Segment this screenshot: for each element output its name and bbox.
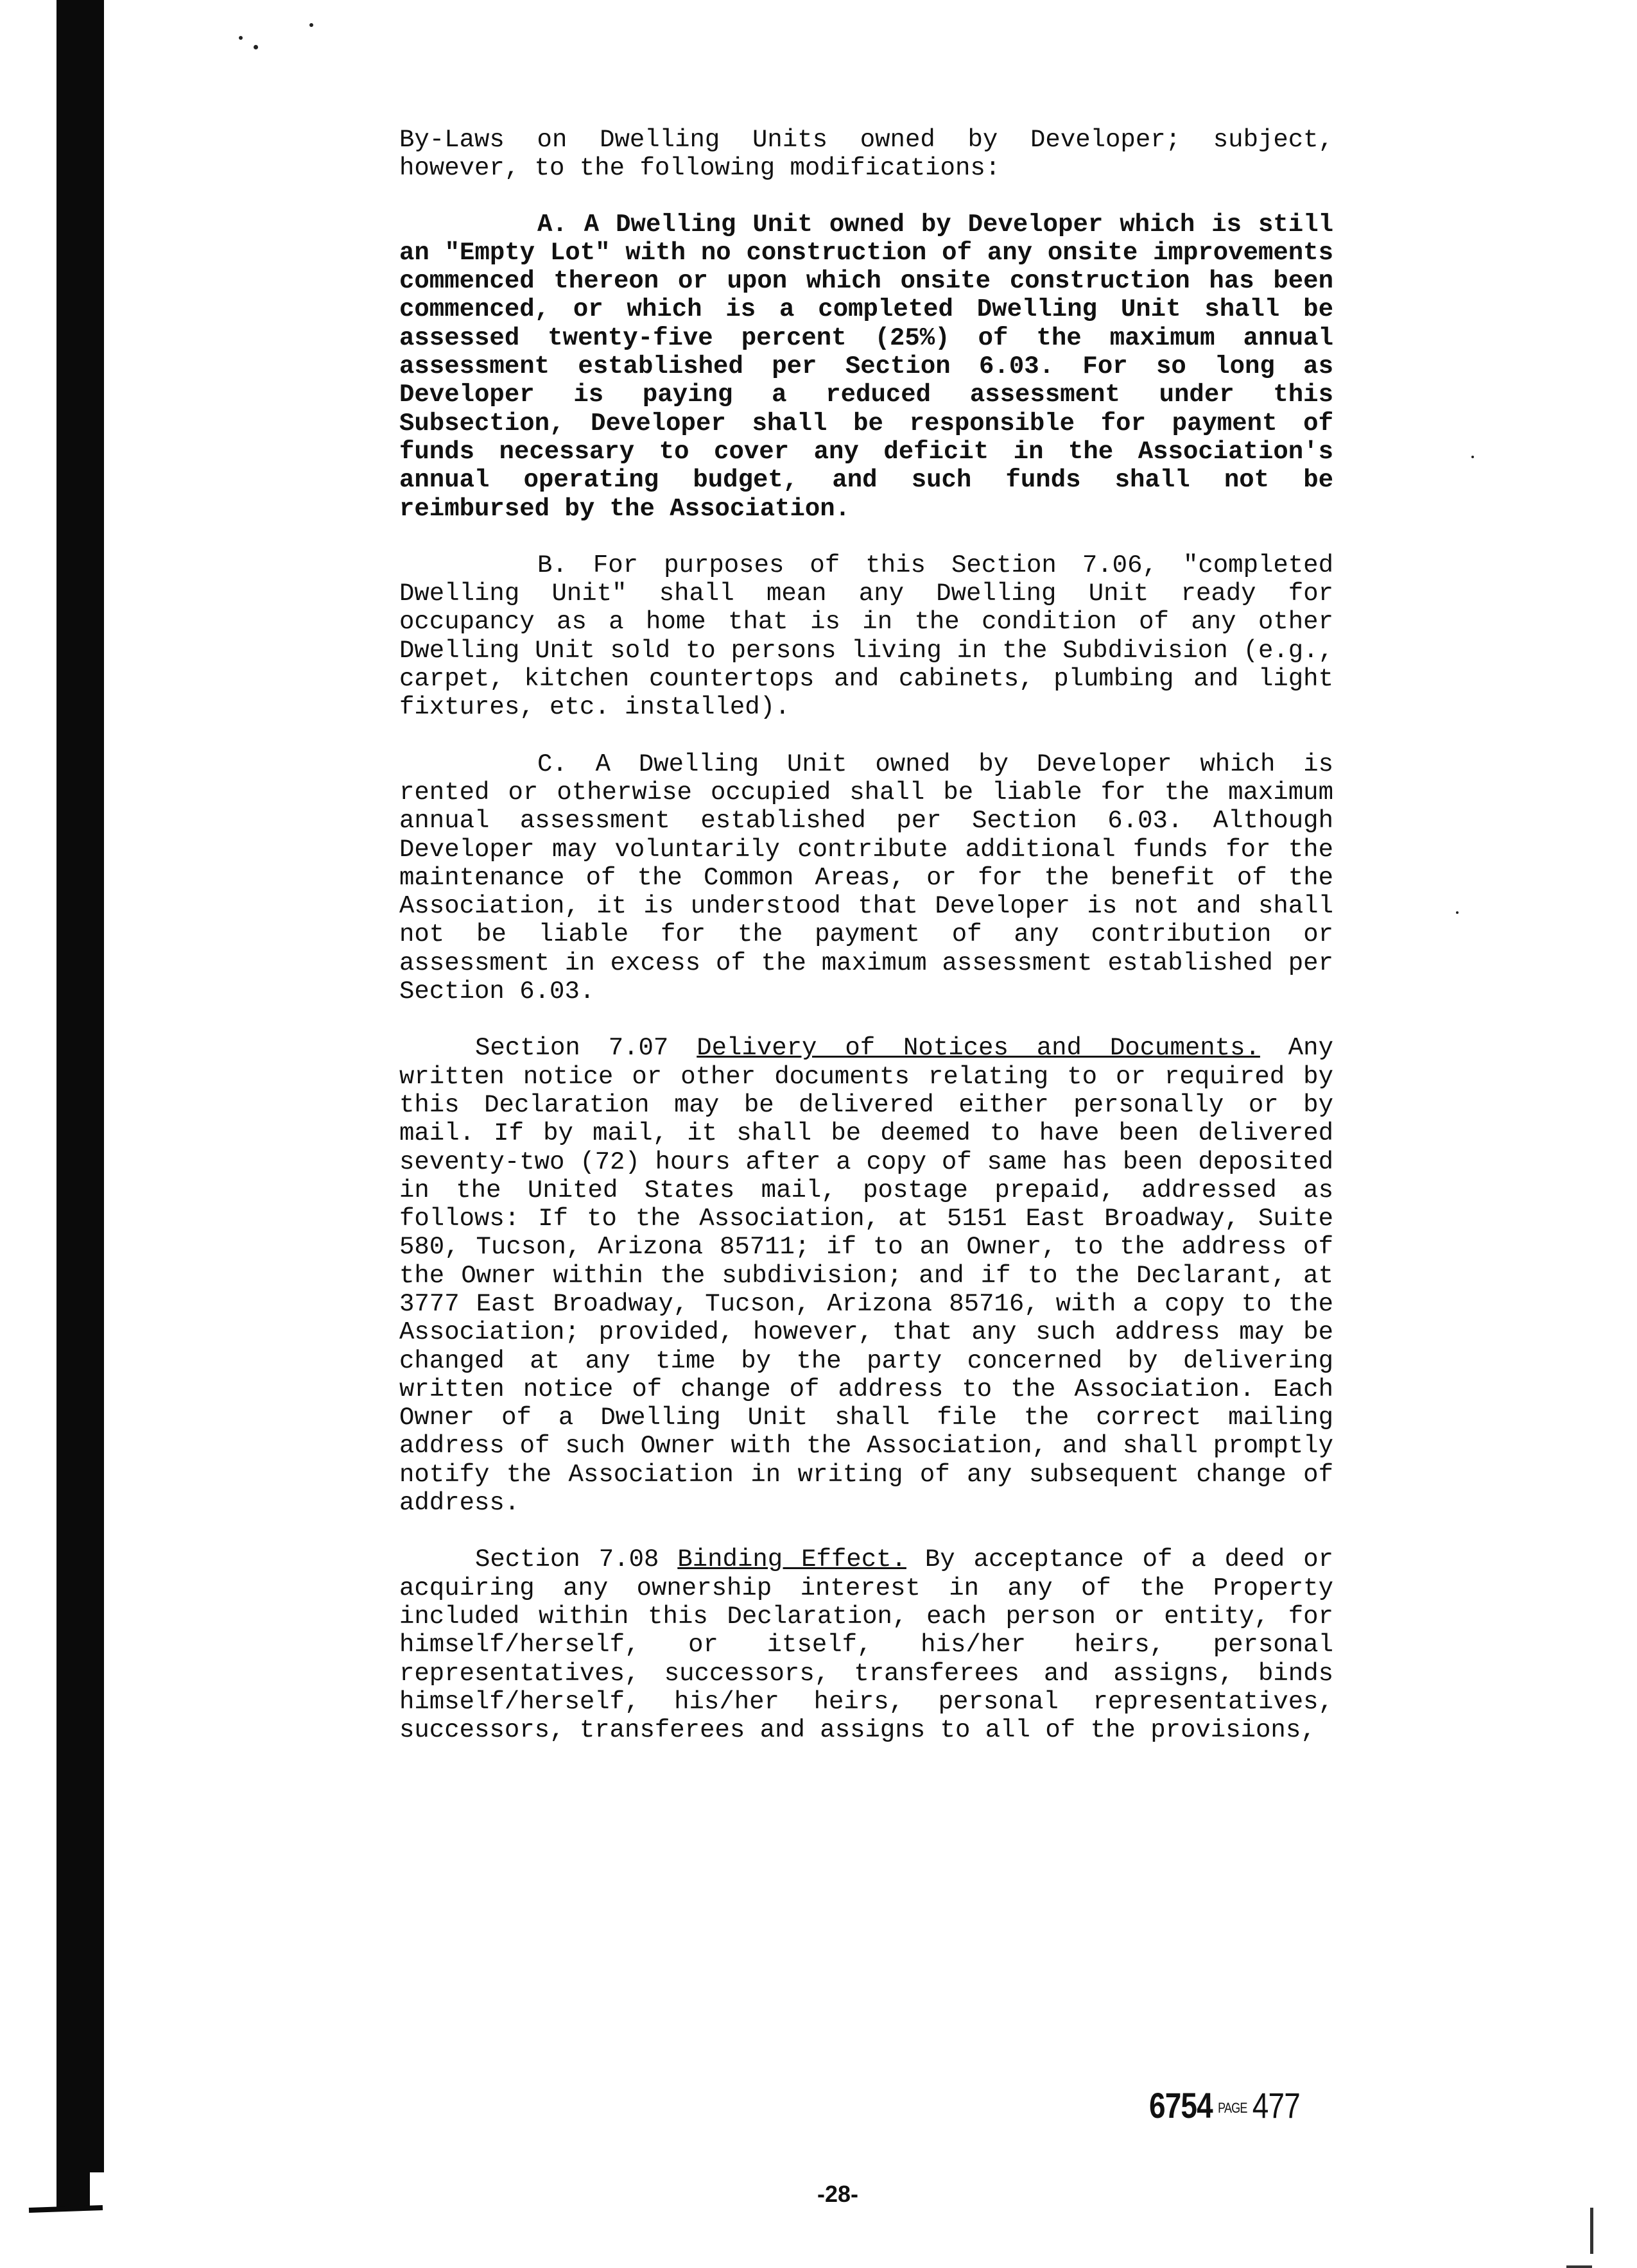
section-7-08-heading: Binding Effect.	[677, 1545, 906, 1574]
scan-speck	[1456, 911, 1459, 914]
scan-margin-mark	[1566, 2265, 1592, 2268]
document-body	[399, 126, 1333, 1773]
section-7-07-body: Any written notice or other documents relating to or required by this Declaration may be delivered either personally or by mail. If by mail, it shall be deemed to have been delivered seventy-two (72) hours after a copy of same has been deposited in the United States mail, postage prepaid, addressed as follows: If to the Association, at 5151 East Broadway, Suite 580, Tucson, Arizona 85711; if to an Owner, to the address of the Owner within the subdivision; and if to the Declarant, at 3777 East Broadway, Tucson, Arizona 85716, with a copy to the Association; provided, however, that any such address may be changed at any time by the party concerned by delivering written notice of change of address to the Association. Each Owner of a Dwelling Unit shall file the correct mailing address of such Owner with the Association, and shall promptly notify the Association in writing of any subsequent change of address.	[399, 1034, 1333, 1518]
scan-speck	[1471, 456, 1474, 458]
docket-number: 6754	[1149, 2085, 1213, 2126]
scan-edge-bar	[56, 0, 104, 2208]
opening-paragraph: By-Laws on Dwelling Units owned by Developer; subject, however, to the following modifications:	[399, 126, 1333, 183]
subsection-b: B. For purposes of this Section 7.06, "completed Dwelling Unit" shall mean any Dwelling Unit ready for occupancy as a home that is in the condition of any other Dwelling Unit sold to persons living in the Subdivision (e.g., carpet, kitchen countertops and cabinets, plumbing and light fixtures, etc. installed).	[399, 551, 1333, 722]
page-label: PAGE	[1218, 2100, 1247, 2117]
section-7-07-heading: Delivery of Notices and Documents.	[697, 1034, 1260, 1063]
section-7-08	[399, 1545, 1333, 1744]
recorded-page-number: 477	[1252, 2085, 1300, 2126]
scan-margin-mark	[1590, 2208, 1593, 2254]
section-7-08-body: By acceptance of a deed or acquiring any ownership interest in any of the Property included within this Declaration, each person or entity, for himself/herself, or itself, his/her heirs, personal representatives, successors, transferees and assigns, binds himself/herself, his/her heirs, personal representatives, successors, transferees and assigns to all of the provisions,	[399, 1545, 1334, 1745]
page-number: -28-	[817, 2181, 859, 2207]
section-7-08-number: Section 7.08	[475, 1545, 659, 1574]
scan-speck	[239, 36, 243, 40]
scan-speck	[309, 23, 313, 27]
section-7-07-number: Section 7.07	[475, 1034, 669, 1063]
scan-speck	[254, 45, 258, 49]
section-7-07	[399, 1034, 1333, 1517]
subsection-c: C. A Dwelling Unit owned by Developer which is rented or otherwise occupied shall be liable for the maximum annual assessment established per Section 6.03. Although Developer may voluntarily contribute additional funds for the maintenance of the Common Areas, or for the benefit of the Association, it is understood that Developer is not and shall not be liable for the payment of any contribution or assessment in excess of the maximum assessment established per Section 6.03.	[399, 750, 1333, 1006]
subsection-a: A. A Dwelling Unit owned by Developer which is still an "Empty Lot" with no construction of any onsite improvements commenced thereon or upon which onsite construction has been commenced, or which is a completed Dwelling Unit shall be assessed twenty-five percent (25%) of the maximum annual assessment established per Section 6.03. For so long as Developer is paying a reduced assessment under this Subsection, Developer shall be responsible for payment of funds necessary to cover any deficit in the Association's annual operating budget, and such funds shall not be reimbursed by the Association.	[399, 210, 1333, 523]
recording-stamp	[1149, 2084, 1300, 2126]
